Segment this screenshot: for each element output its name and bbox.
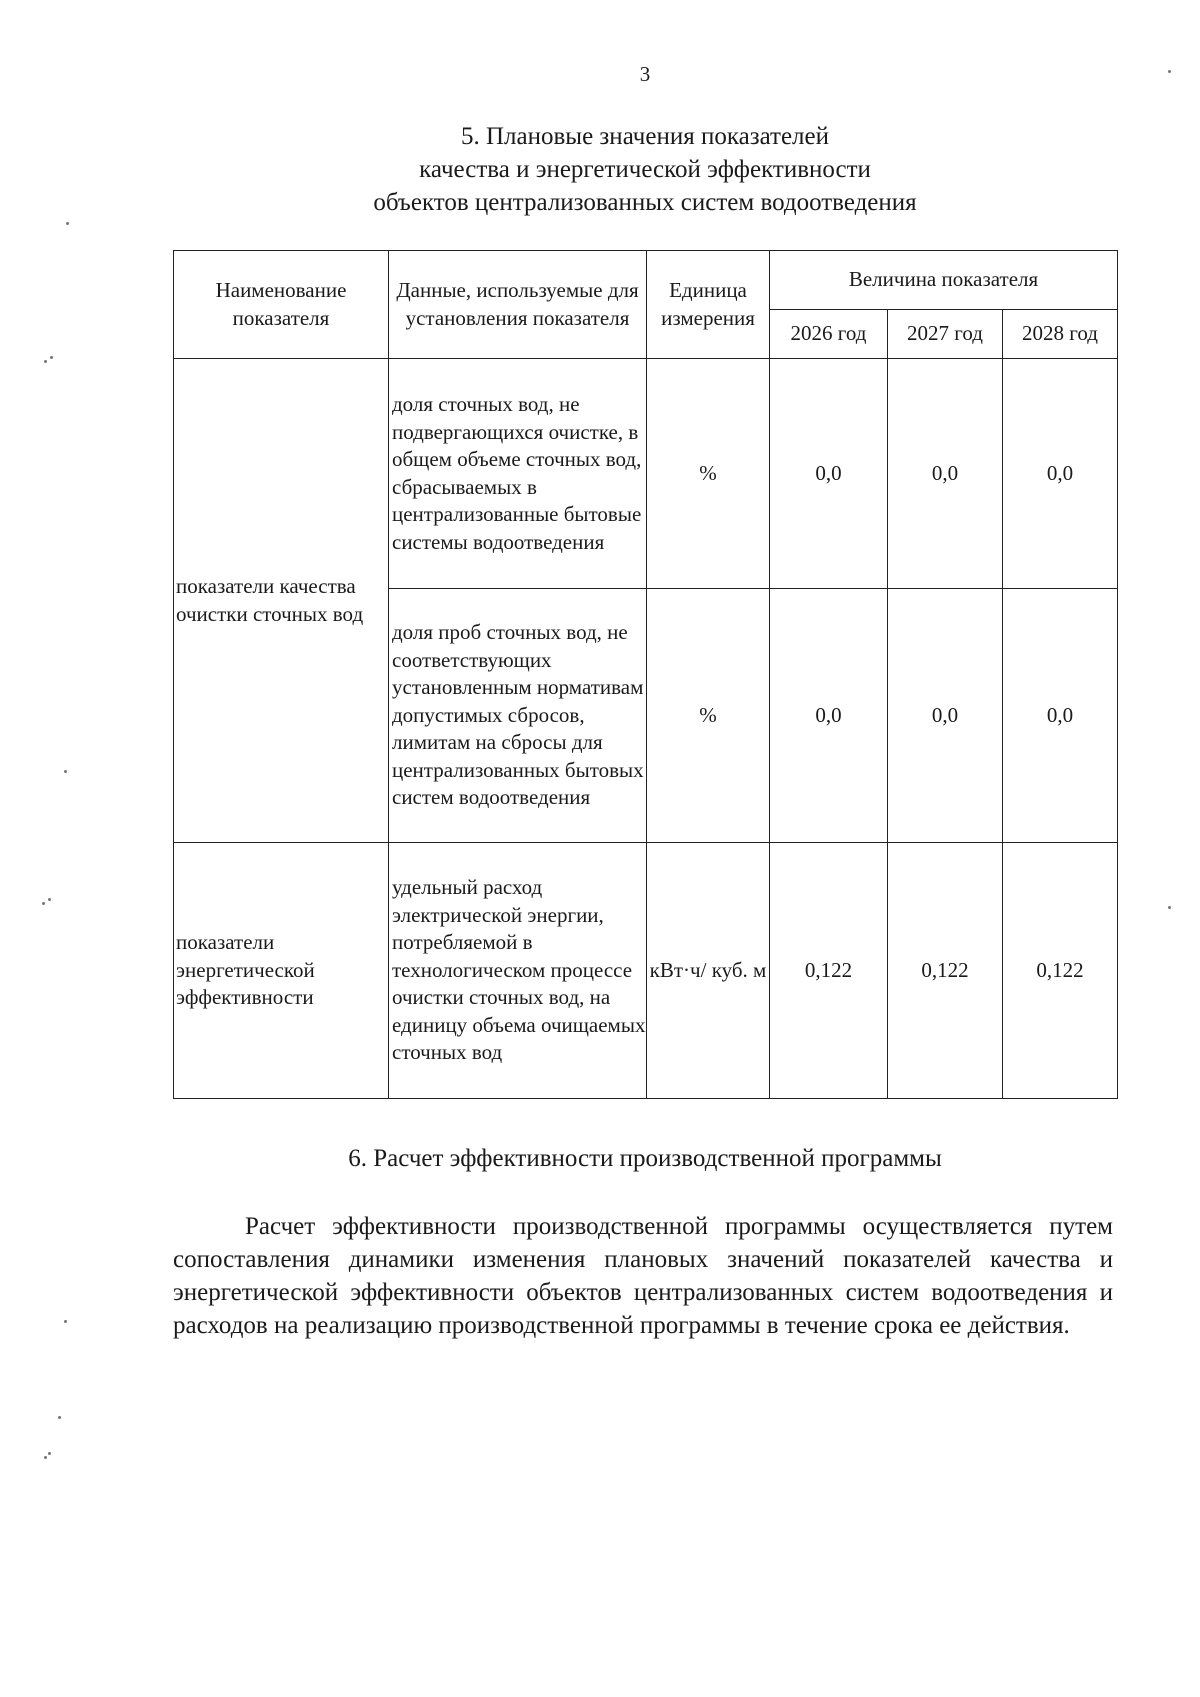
section-5-title	[0, 120, 1200, 219]
indicator-value: 0,0	[770, 589, 888, 843]
header-year: 2027 год	[888, 310, 1003, 359]
scan-speck	[64, 1320, 67, 1323]
indicator-unit: кВт·ч/ куб. м	[647, 843, 770, 1099]
scan-speck	[48, 1452, 51, 1455]
page-number: 3	[639, 62, 651, 86]
section-6-paragraph: Расчет эффективности производственной программы осуществляется путем сопоставления динамики изменения плановых значений показателей качества и энергетической эффективности объектов централизованных систем водоотведения и расходов на реализацию производственной программы в течение срока ее действия.	[173, 1213, 1113, 1339]
scan-speck	[64, 770, 67, 773]
indicator-value: 0,122	[770, 843, 888, 1099]
scan-speck	[66, 222, 69, 225]
table-row	[174, 843, 1118, 1099]
scan-speck	[1168, 70, 1171, 73]
indicator-group-name: показатели энергетической эффективности	[174, 843, 389, 1099]
indicator-value: 0,122	[888, 843, 1003, 1099]
header-year: 2026 год	[770, 310, 888, 359]
scan-speck	[44, 360, 47, 363]
scan-speck	[42, 902, 45, 905]
scan-speck	[1168, 906, 1171, 909]
header-value: Величина показателя	[770, 251, 1118, 310]
header-name: Наименование показателя	[174, 251, 389, 359]
section-5-title-line: объектов централизованных систем водоотведения	[373, 189, 917, 216]
indicator-data: доля сточных вод, не подвергающихся очистке, в общем объеме сточных вод, сбрасываемых в централизованные бытовые системы водоотведения	[389, 359, 647, 589]
indicator-group-name: показатели качества очистки сточных вод	[174, 359, 389, 843]
indicator-unit: %	[647, 589, 770, 843]
section-5-title-line: качества и энергетической эффективности	[419, 156, 871, 183]
section-5-title-line: 5. Плановые значения показателей	[460, 123, 830, 150]
indicator-data: доля проб сточных вод, не соответствующих установленным нормативам допустимых сбросов, лимитам на сбросы для централизованных бытовых систем водоотведения	[389, 589, 647, 843]
indicator-value: 0,0	[1003, 589, 1118, 843]
scan-speck	[48, 898, 51, 901]
indicator-value: 0,0	[770, 359, 888, 589]
indicators-table	[173, 250, 1118, 1099]
scan-speck	[50, 356, 53, 359]
table-row	[174, 359, 1118, 589]
section-6-title: 6. Расчет эффективности производственной программы	[348, 1145, 942, 1172]
header-unit: Единица измерения	[647, 251, 770, 359]
header-year: 2028 год	[1003, 310, 1118, 359]
scan-speck	[58, 1416, 61, 1419]
scan-speck	[44, 1456, 47, 1459]
table-header-row	[174, 251, 1118, 310]
indicator-value: 0,0	[888, 359, 1003, 589]
indicator-value: 0,0	[888, 589, 1003, 843]
indicator-value: 0,122	[1003, 843, 1118, 1099]
header-data: Данные, используемые для установления показателя	[389, 251, 647, 359]
indicator-unit: %	[647, 359, 770, 589]
indicator-data: удельный расход электрической энергии, потребляемой в технологическом процессе очистки сточных вод, на единицу объема очищаемых сточных вод	[389, 843, 647, 1099]
indicator-value: 0,0	[1003, 359, 1118, 589]
